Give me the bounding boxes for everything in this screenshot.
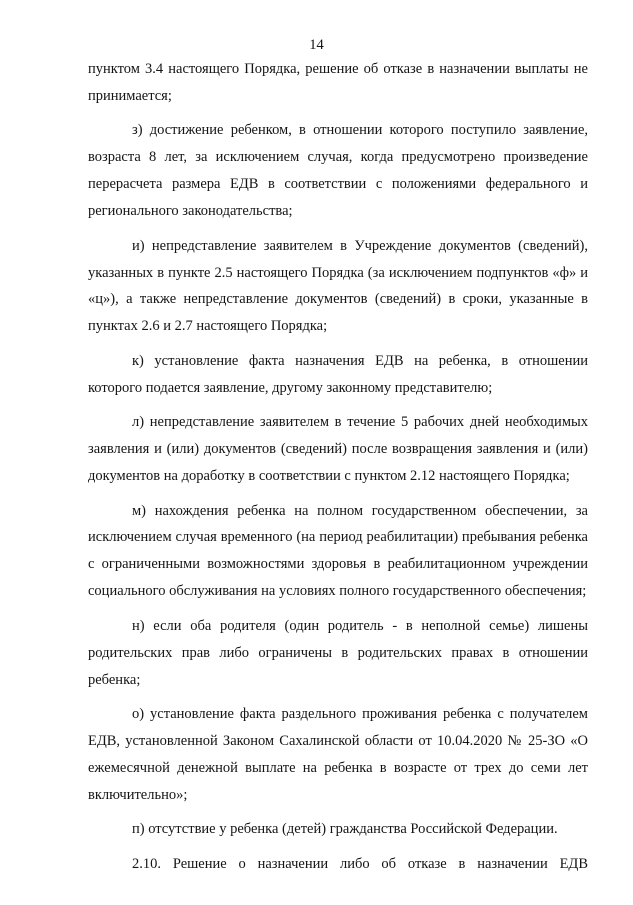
paragraph-continuation: пунктом 3.4 настоящего Порядка, решение об отказе в назначении выплаты не принимается; bbox=[88, 61, 588, 104]
document-body bbox=[88, 56, 588, 885]
paragraph-item-n: н) если оба родителя (один родитель - в неполной семье) лишены родительских прав либо ограничены в родительских правах в отношении ребенка; bbox=[88, 617, 588, 688]
paragraph-item-z: з) достижение ребенком, в отношении которого поступило заявление, возраста 8 лет, за исключением случая, когда предусмотрено произведение перерасчета размера ЕДВ в соответствии с положениями федерального и регионального законодательства; bbox=[88, 122, 588, 220]
paragraph-item-l: л) непредставление заявителем в течение 5 рабочих дней необходимых заявления и (или) документов (сведений) после возвращения заявления и (или) документов на доработку в соответствии с пунктом 2.12 настоящего Порядка; bbox=[88, 414, 588, 485]
paragraph-item-k: к) установление факта назначения ЕДВ на ребенка, в отношении которого подается заявление, другому законному представителю; bbox=[88, 352, 588, 396]
paragraph-item-m: м) нахождения ребенка на полном государственном обеспечении, за исключением случая временного (на период реабилитации) пребывания ребенка с ограниченными возможностями здоровья в реабилитационном учреждении социального обслуживания на условиях полного государственного обеспечения; bbox=[88, 502, 588, 600]
paragraph-item-i: и) непредставление заявителем в Учреждение документов (сведений), указанных в пункте 2.5 настоящего Порядка (за исключением подпунктов «ф» и «ц»), а также непредставление документов (сведений) в сроки, указанные в пунктах 2.6 и 2.7 настоящего Порядка; bbox=[88, 237, 588, 335]
paragraph-item-o: о) установление факта раздельного проживания ребенка с получателем ЕДВ, установленной Законом Сахалинской области от 10.04.2020 № 25-ЗО «О ежемесячной денежной выплате на ребенка в возрасте от трех до семи лет включительно»; bbox=[88, 706, 588, 803]
page-number: 14 bbox=[309, 37, 324, 53]
paragraph-item-p: п) отсутствие у ребенка (детей) гражданства Российской Федерации. bbox=[132, 821, 558, 838]
paragraph-section-2-10: 2.10. Решение о назначении либо об отказе в назначении ЕДВ bbox=[132, 855, 588, 872]
